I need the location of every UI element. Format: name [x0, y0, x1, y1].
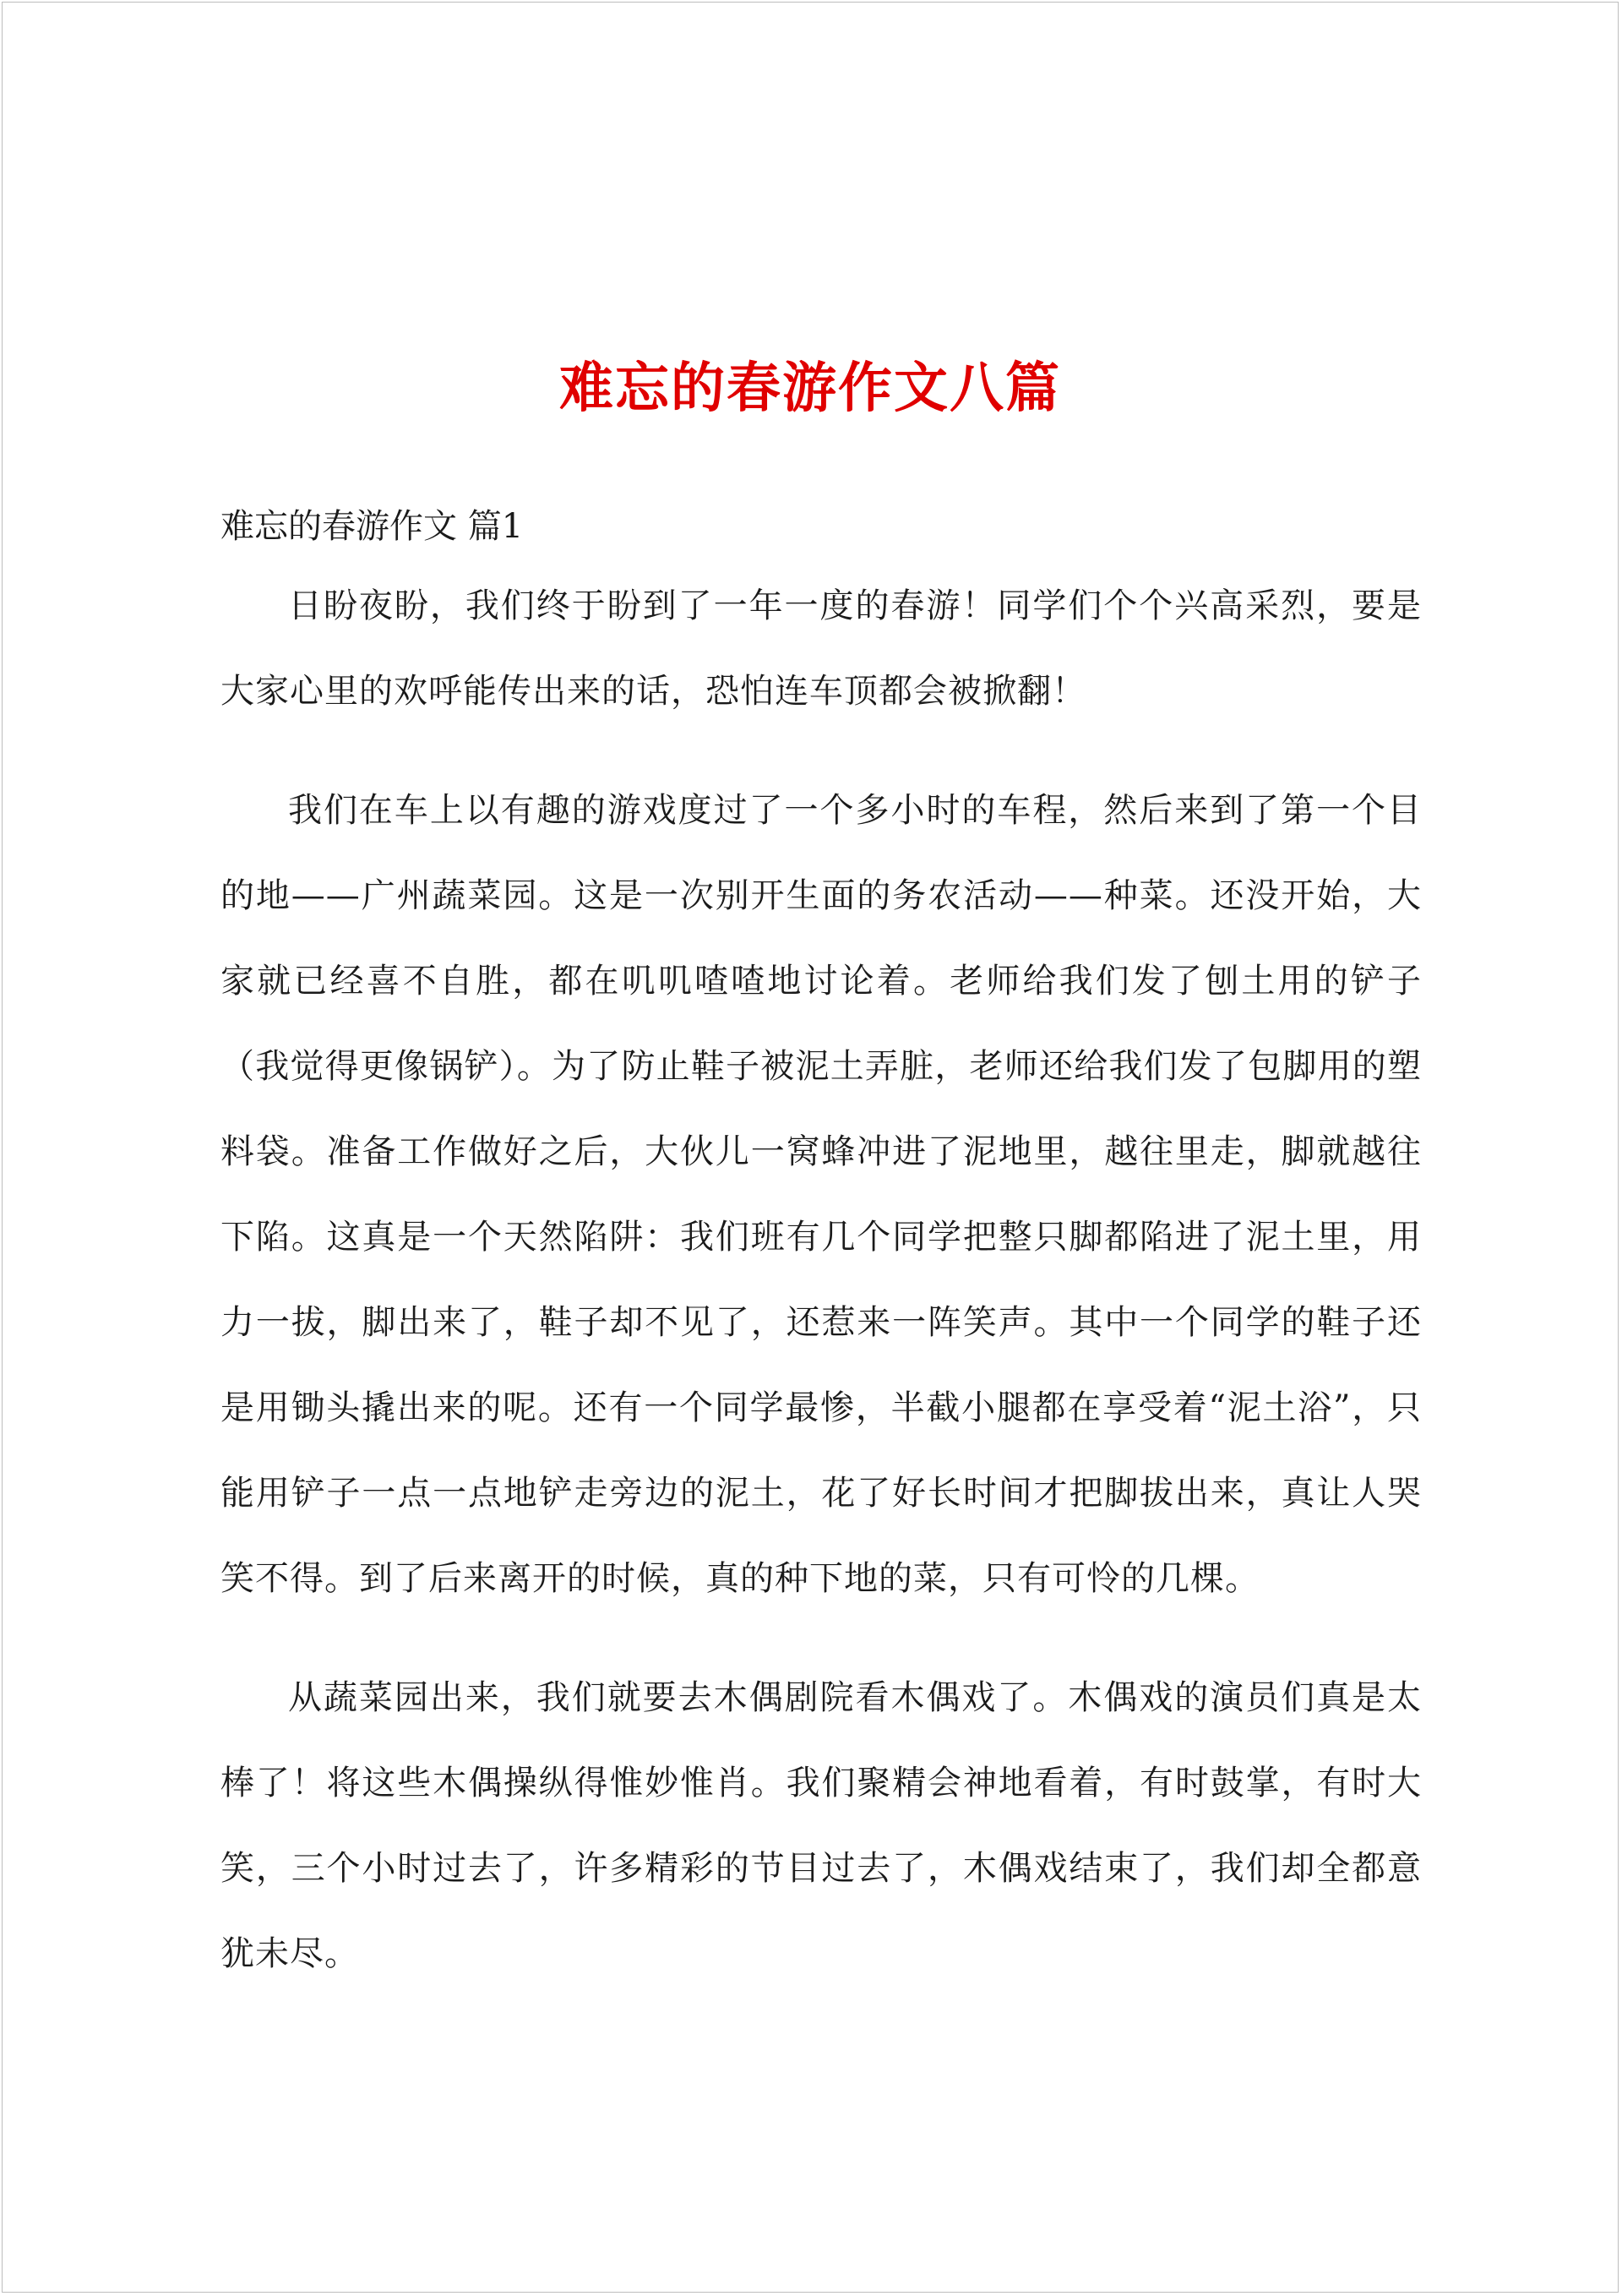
document-title: 难忘的春游作文八篇	[559, 357, 1061, 420]
paragraph-3: 从蔬菜园出来，我们就要去木偶剧院看木偶戏了。木偶戏的演员们真是太棒了！将这些木偶操纵得惟妙惟肖。我们聚精会神地看着，有时鼓掌，有时大笑，三个小时过去了，许多精彩的节目过去了，木偶戏结束了，我们却全都意犹未尽。	[220, 1678, 1422, 1973]
paragraph-1: 日盼夜盼，我们终于盼到了一年一度的春游！同学们个个兴高采烈，要是大家心里的欢呼能传出来的话，恐怕连车顶都会被掀翻！	[220, 586, 1422, 711]
document-body	[220, 501, 1422, 1997]
section-heading: 难忘的春游作文 篇1	[220, 507, 524, 546]
paragraph-2: 我们在车上以有趣的游戏度过了一个多小时的车程，然后来到了第一个目的地——广州蔬菜园。这是一次别开生面的务农活动——种菜。还没开始，大家就已经喜不自胜，都在叽叽喳喳地讨论着。老师给我们发了刨土用的铲子（我觉得更像锅铲）。为了防止鞋子被泥土弄脏，老师还给我们发了包脚用的塑料袋。准备工作做好之后，大伙儿一窝蜂冲进了泥地里，越往里走，脚就越往下陷。这真是一个天然陷阱：我们班有几个同学把整只脚都陷进了泥土里，用力一拔，脚出来了，鞋子却不见了，还惹来一阵笑声。其中一个同学的鞋子还是用锄头撬出来的呢。还有一个同学最惨，半截小腿都在享受着“泥土浴”，只能用铲子一点一点地铲走旁边的泥土，花了好长时间才把脚拔出来，真让人哭笑不得。到了后来离开的时候，真的种下地的菜，只有可怜的几棵。	[220, 791, 1422, 1598]
document-page	[2, 2, 1619, 2293]
